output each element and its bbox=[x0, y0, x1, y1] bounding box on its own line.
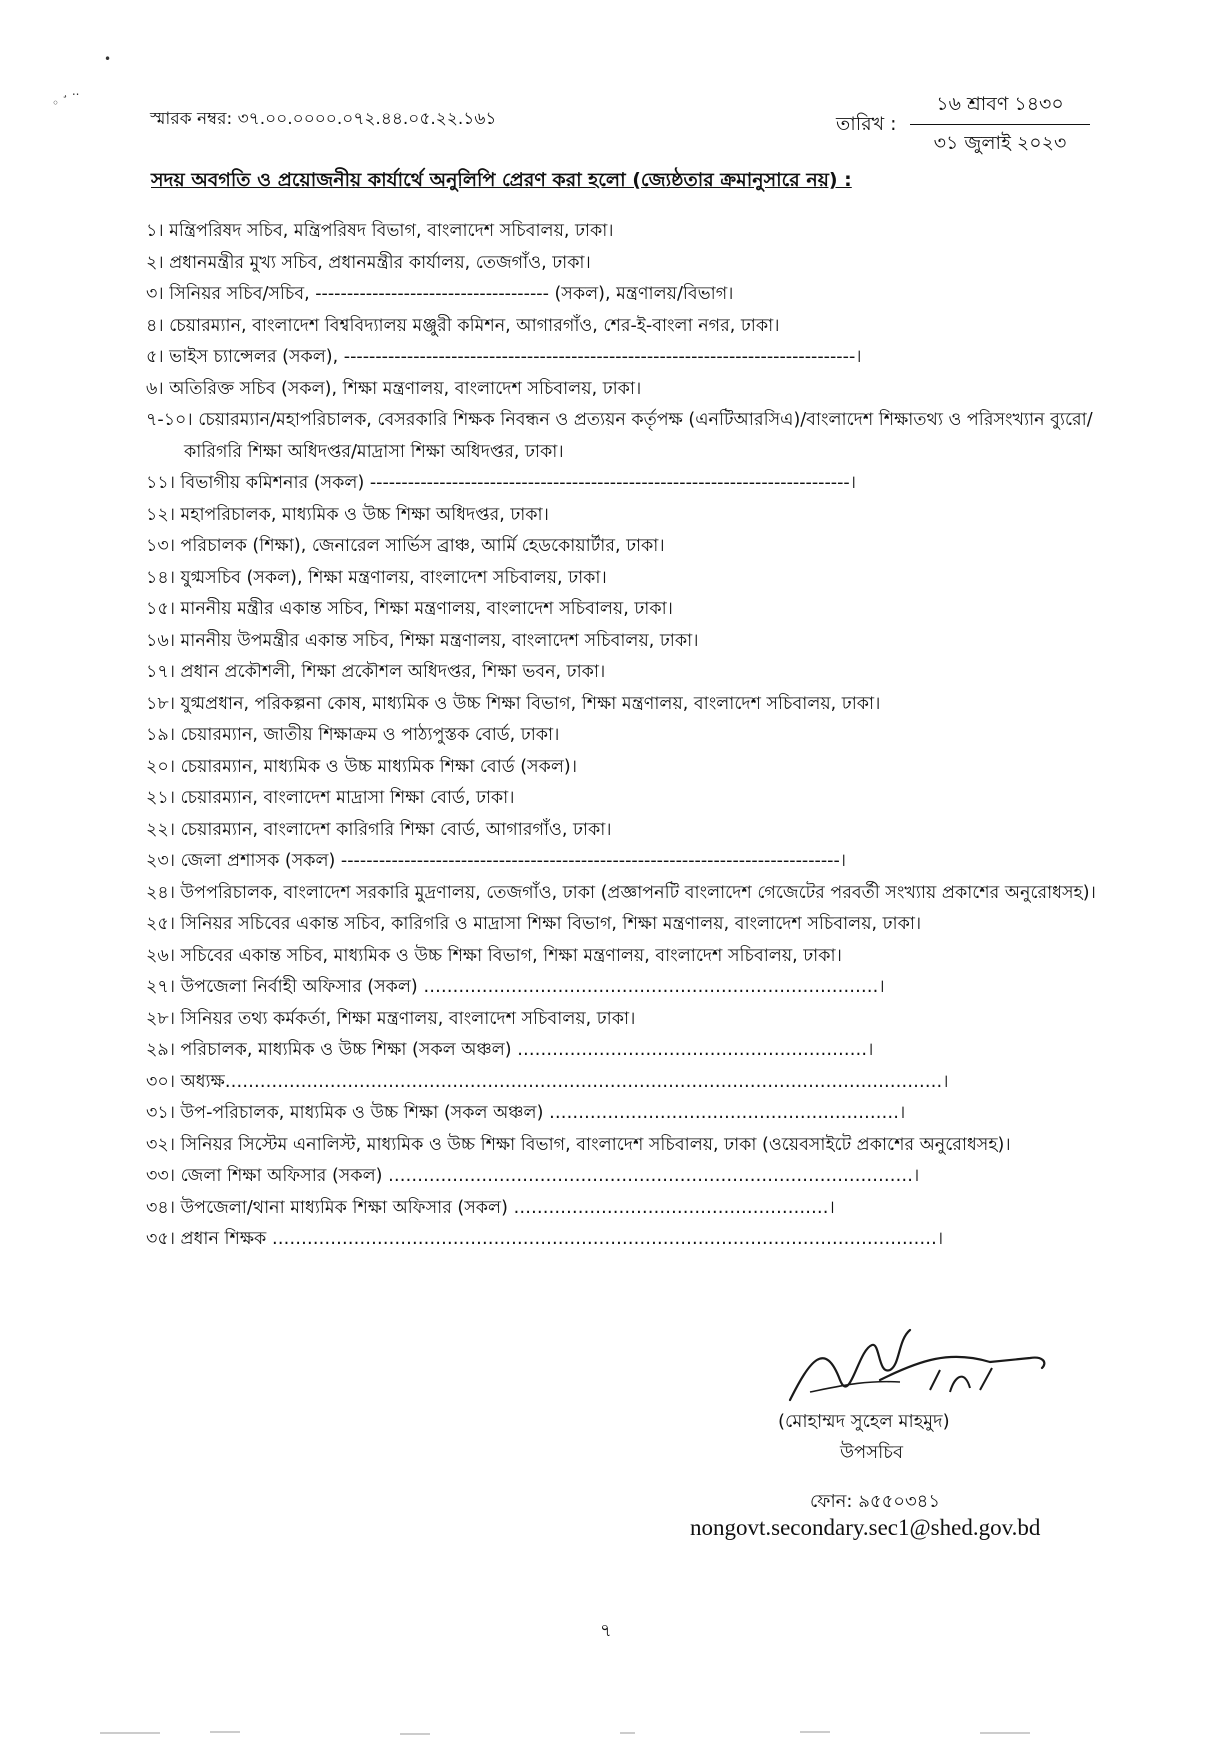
signatory-title: উপসচিব bbox=[840, 1442, 904, 1463]
list-item: ২৬। সচিবের একান্ত সচিব, মাধ্যমিক ও উচ্চ শিক্ষা বিভাগ, শিক্ষা মন্ত্রণালয়, বাংলাদেশ সচিবালয়, ঢাকা। bbox=[146, 945, 842, 966]
list-item: ৫। ভাইস চ্যান্সেলর (সকল), ---------------------------------------------------------------------------------। bbox=[146, 347, 862, 367]
list-item: ২৭। উপজেলা নির্বাহী অফিসার (সকল) ……………………………………………………………………। bbox=[146, 977, 885, 997]
list-item: ৩৪। উপজেলা/থানা মাধ্যমিক শিক্ষা অফিসার (সকল) ………………………………………………। bbox=[146, 1197, 835, 1218]
list-item: ১৭। প্রধান প্রকৌশলী, শিক্ষা প্রকৌশল অধিদপ্তর, শিক্ষা ভবন, ঢাকা। bbox=[146, 662, 606, 682]
list-item: ২১। চেয়ারম্যান, বাংলাদেশ মাদ্রাসা শিক্ষা বোর্ড, ঢাকা। bbox=[146, 788, 515, 808]
list-item: ২৪। উপপরিচালক, বাংলাদেশ সরকারি মুদ্রণালয়, তেজগাঁও, ঢাকা (প্রজ্ঞাপনটি বাংলাদেশ গেজেটের পরবর্তী সংখ্যায় প্রকাশের অনুরোধসহ)। bbox=[146, 882, 1096, 903]
memo-number: স্মারক নম্বর: ৩৭.০০.০০০০.০৭২.৪৪.০৫.২২.১৬১ bbox=[150, 109, 497, 129]
signatory-name: (মোহাম্মদ সুহেল মাহমুদ) bbox=[778, 1411, 950, 1432]
date-gregorian: ৩১ জুলাই ২০২৩ bbox=[933, 132, 1067, 154]
list-item: ৩১। উপ-পরিচালক, মাধ্যমিক ও উচ্চ শিক্ষা (সকল অঞ্চল) ……………………………………………………। bbox=[146, 1103, 906, 1123]
scan-edge-noise bbox=[100, 1729, 1100, 1737]
list-item: ১১। বিভাগীয় কমিশনার (সকল) ----------------------------------------------------------------------------। bbox=[146, 473, 857, 493]
list-item: ২৫। সিনিয়র সচিবের একান্ত সচিব, কারিগরি ও মাদ্রাসা শিক্ষা বিভাগ, শিক্ষা মন্ত্রণালয়, বাংলাদেশ সচিবালয়, ঢাকা। bbox=[146, 914, 922, 934]
date-label: তারিখ : bbox=[836, 113, 897, 135]
list-item: ২২। চেয়ারম্যান, বাংলাদেশ কারিগরি শিক্ষা বোর্ড, আগারগাঁও, ঢাকা। bbox=[146, 819, 612, 840]
list-item: ৩২। সিনিয়র সিস্টেম এনালিস্ট, মাধ্যমিক ও উচ্চ শিক্ষা বিভাগ, বাংলাদেশ সচিবালয়, ঢাকা (ওয়েবসাইটে প্রকাশের অনুরোধসহ)। bbox=[146, 1134, 1011, 1155]
list-item: ১৪। যুগ্মসচিব (সকল), শিক্ষা মন্ত্রণালয়, বাংলাদেশ সচিবালয়, ঢাকা। bbox=[146, 567, 607, 588]
list-item: ৭-১০। চেয়ারম্যান/মহাপরিচালক, বেসরকারি শিক্ষক নিবন্ধন ও প্রত্যয়ন কর্তৃপক্ষ (এনটিআরসিএ)/বাংলাদেশ শিক্ষাতথ্য ও পরিসংখ্যান ব্যুরো/কারিগরি শিক্ষা অধিদপ্তর/মাদ্রাসা শিক্ষা অধিদপ্তর, ঢাকা। bbox=[146, 410, 1093, 462]
list-item: ২৩। জেলা প্রশাসক (সকল) -------------------------------------------------------------------------------। bbox=[146, 851, 847, 871]
recipient-list bbox=[146, 216, 1101, 1256]
list-item: ৩৫। প্রধান শিক্ষক ……………………………………………………………………………………………………। bbox=[146, 1229, 944, 1249]
signature-block bbox=[690, 1320, 1120, 1580]
scan-mark: • bbox=[104, 52, 112, 66]
list-item: ৪। চেয়ারম্যান, বাংলাদেশ বিশ্ববিদ্যালয় মঞ্জুরী কমিশন, আগারগাঁও, শের-ই-বাংলা নগর, ঢাকা। bbox=[146, 315, 780, 336]
list-item: ২। প্রধানমন্ত্রীর মুখ্য সচিব, প্রধানমন্ত্রীর কার্যালয়, তেজগাঁও, ঢাকা। bbox=[146, 252, 591, 273]
list-item: ৩০। অধ্যক্ষ……………………………………………………………………………………………………………। bbox=[146, 1071, 949, 1092]
list-item: ৬। অতিরিক্ত সচিব (সকল), শিক্ষা মন্ত্রণালয়, বাংলাদেশ সচিবালয়, ঢাকা। bbox=[146, 378, 642, 399]
date-bangla: ১৬ শ্রাবণ ১৪৩০ bbox=[936, 93, 1064, 115]
list-item: ১৮। যুগ্মপ্রধান, পরিকল্পনা কোষ, মাধ্যমিক ও উচ্চ শিক্ষা বিভাগ, শিক্ষা মন্ত্রণালয়, বাংলাদেশ সচিবালয়, ঢাকা। bbox=[146, 693, 881, 714]
scan-mark: ◦ bbox=[52, 96, 60, 110]
list-item: ১। মন্ত্রিপরিষদ সচিব, মন্ত্রিপরিষদ বিভাগ, বাংলাদেশ সচিবালয়, ঢাকা। bbox=[146, 221, 614, 241]
list-item: ৩৩। জেলা শিক্ষা অফিসার (সকল) ………………………………………………………………………………। bbox=[146, 1166, 920, 1186]
list-item: ২৯। পরিচালক, মাধ্যমিক ও উচ্চ শিক্ষা (সকল অঞ্চল) ……………………………………………………। bbox=[146, 1040, 874, 1060]
list-item: ৩। সিনিয়র সচিব/সচিব, ------------------------------------- (সকল), মন্ত্রণালয়/বিভাগ। bbox=[146, 284, 734, 304]
signatory-phone: ফোন: ৯৫৫০৩৪১ bbox=[810, 1491, 941, 1512]
list-item: ২৮। সিনিয়র তথ্য কর্মকর্তা, শিক্ষা মন্ত্রণালয়, বাংলাদেশ সচিবালয়, ঢাকা। bbox=[146, 1008, 636, 1029]
date-divider bbox=[910, 124, 1090, 125]
date-block bbox=[910, 90, 1090, 161]
list-item: ১৫। মাননীয় মন্ত্রীর একান্ত সচিব, শিক্ষা মন্ত্রণালয়, বাংলাদেশ সচিবালয়, ঢাকা। bbox=[146, 599, 673, 619]
signatory-email: nongovt.secondary.sec1@shed.gov.bd bbox=[690, 1515, 1041, 1540]
handwritten-signature bbox=[780, 1320, 1080, 1415]
list-item: ১৩। পরিচালক (শিক্ষা), জেনারেল সার্ভিস ব্রাঞ্চ, আর্মি হেডকোয়ার্টার, ঢাকা। bbox=[146, 536, 665, 556]
list-item: ১২। মহাপরিচালক, মাধ্যমিক ও উচ্চ শিক্ষা অধিদপ্তর, ঢাকা। bbox=[146, 504, 549, 525]
scan-mark: ¸ .. bbox=[62, 84, 80, 98]
list-item: ১৬। মাননীয় উপমন্ত্রীর একান্ত সচিব, শিক্ষা মন্ত্রণালয়, বাংলাদেশ সচিবালয়, ঢাকা। bbox=[146, 630, 699, 651]
distribution-heading: সদয় অবগতি ও প্রয়োজনীয় কার্যার্থে অনুলিপি প্রেরণ করা হলো (জ্যেষ্ঠতার ক্রমানুসারে নয়) : bbox=[151, 169, 852, 191]
page-number: ৭ bbox=[600, 1620, 612, 1641]
list-item: ১৯। চেয়ারম্যান, জাতীয় শিক্ষাক্রম ও পাঠ্যপুস্তক বোর্ড, ঢাকা। bbox=[146, 725, 560, 745]
list-item: ২০। চেয়ারম্যান, মাধ্যমিক ও উচ্চ মাধ্যমিক শিক্ষা বোর্ড (সকল)। bbox=[146, 756, 577, 777]
